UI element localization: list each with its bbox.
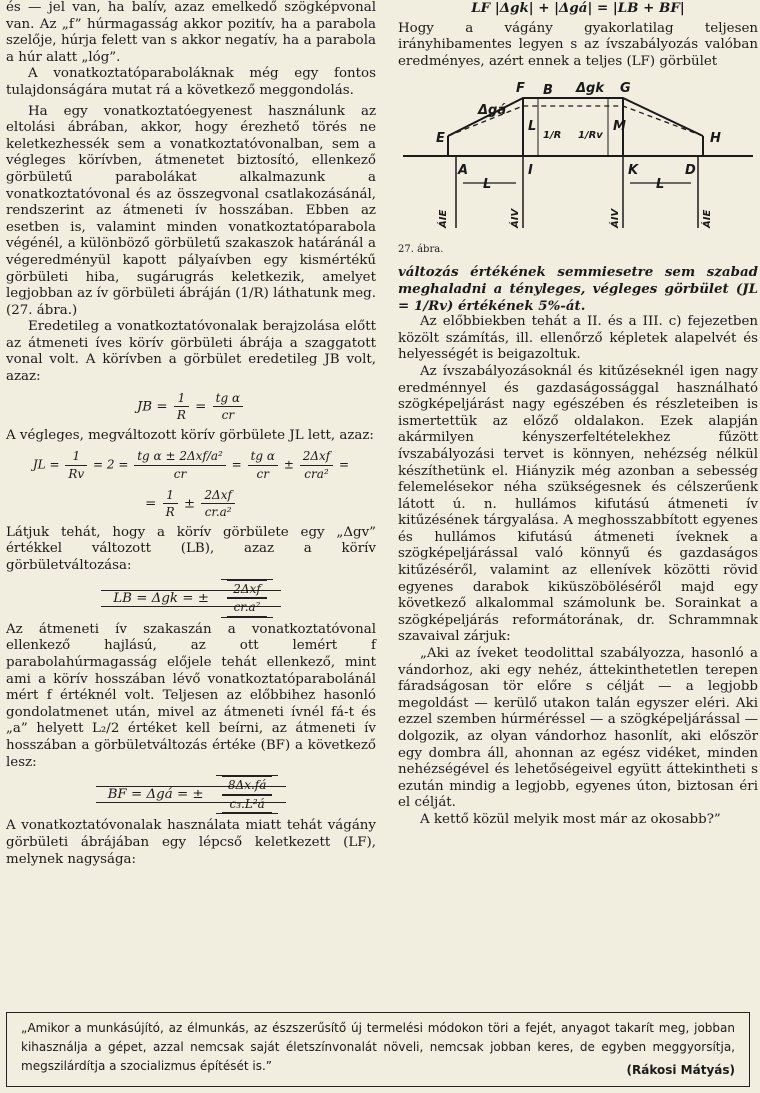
paragraph: és — jel van, ha balív, azaz emelkedő szögképvonal van. Az „f” húrmagasság akkor pozitív, ha a parabola szelője, húrja felett van s akkor negatív, ha a parabola a húr alatt „lóg”.: [6, 0, 376, 65]
paragraph: Az ívszabályozásoknál és kitűzéseknél igen nagy eredménnyel és gazdaságossággal használható szögképeljárást nagy egészében és részleteiben is ismertettük az előző oldalakon. Ezek alapján akármilyen kényszerfeltételekhez fűzött ívszabályozási tervet is könnyen, nehézség nélkül készíthetünk el. Hiányzik még azonban a sebesség felemelésekor néha szükségesnek és célszerűenk látott ú. n. hullámos kifutású átmeneti ív kitűzésének tárgyalása. A meghosszabbított egyenes és hullámos kifutású átmeneti íveknek a szögképeljárással való könnyű és gazdaságos kitűzéséről, valamint az ellenívek közötti rövid egyenes darabok kiküszöböléséről majd egy következő alkalommal számolunk be. Sorainkat a szögképeljárás reformátorának, dr. Schrammnak szavaival zárjuk:: [398, 363, 758, 645]
label-aiv-left: ÁIV: [510, 209, 521, 229]
label-k: K: [628, 163, 639, 179]
curvature-diagram: [398, 78, 758, 258]
figure-27: [398, 78, 758, 258]
label-a: A: [458, 163, 469, 179]
label-f: F: [516, 81, 525, 97]
label-aiv-right: ÁIV: [610, 209, 621, 229]
label-l: L: [528, 119, 537, 135]
label-m: M: [613, 119, 626, 135]
label-i: I: [528, 163, 533, 179]
figure-caption: 27. ábra.: [398, 243, 444, 255]
formula-bf: BF = Δgá = ± $\frac{8\Delta x.fá}{\text{c₃.L²á}}$: [6, 775, 376, 814]
label-dg-a: Δgá: [478, 103, 507, 119]
formula-lf: LF |Δgk| + |Δgá| = |LB + BF|: [471, 0, 685, 16]
formula-jb: JB = $\frac{1}{R}$ = $\frac{\text{tg α}}{cr}$: [6, 390, 376, 424]
formula-jl-result: = $\frac{1}{R}$ ± $\frac{\text{2Δxf}}{\text{cr.a²}}$: [6, 487, 376, 521]
paragraph: változás értékének semmiesetre sem szabad meghaladni a tényleges, végleges görbület (JL = 1/Rv) értékének 5%-át.: [398, 264, 758, 314]
paragraph: „Aki az íveket teodolittal szabályozza, hasonló a vándorhoz, aki egy nehéz, áttekinthetetlen terepen fáradságosan tör előre s célját — a legjobb megoldást — kerülő utakon talán egyszer eléri. Aki ezzel szemben húrméréssel — a szögképeljárással — dolgozik, az olyan vándorhoz hasonlít, aki először egy dombra áll, ahonnan az egész vidéket, minden nehézségével és lehetőségeivel együtt áttekintheti s ezután mindig a legjobb, egyenes úton, biztosan éri el célját.: [398, 646, 758, 811]
label-l-right: L: [656, 177, 665, 193]
label-dg-k: Δgk: [576, 81, 605, 97]
paragraph: A végleges, megváltozott körív görbülete JL lett, azaz:: [6, 427, 374, 443]
label-g: G: [620, 81, 631, 97]
quote-text: „Amikor a munkásújító, az élmunkás, az észszerűsítő új termelési módokon töri a fejét, anyagot takarít meg, jobban kihasználja a gépet, azzal nemcsak saját életszínvonalát növeli, nemcsak jobban keres, de egyben meggyorsítja, megszilárdítja a szocializmus építését is.”: [21, 1021, 735, 1073]
paragraph: A kettő közül melyik most már az okosabb?”: [420, 811, 721, 827]
paragraph: Az átmeneti ív szakaszán a vonatkoztatóvonal ellenkező hajlású, az ott lemért f parabolahúrmagasság előjele tehát ellenkező, mint ami a körív hosszában lévő vonatkoztatóparabolánál mért f értéknél volt. Teljesen az előbbihez hasonló gondolatmenet után, mivel az átmeneti ívnél fá-t és „a” helyett L₂/2 értéket kell beírni, az átmeneti ív hosszában a görbületváltozás értéke (BF) a következő lesz:: [6, 621, 376, 770]
label-1-r: 1/R: [543, 130, 562, 142]
label-1-rv: 1/Rv: [578, 130, 603, 142]
formula-jl: JL = $\frac{1}{Rv}$ = 2 = $\frac{\text{tg α ± 2Δxf/a²}}{cr}$ = $\frac{\text{tg α}}{cr}$ ± $\frac{\text{2Δxf}}{\text{cra²}}$ =: [32, 449, 350, 482]
formula-lb: LB = Δgk = ± $\frac{\text{2Δxf}}{\text{cr.a²}}$: [6, 579, 376, 618]
label-h: H: [710, 131, 721, 147]
right-column: [398, 0, 758, 829]
label-b: B: [543, 83, 553, 99]
label-aie-left: ÁIE: [438, 210, 449, 229]
paragraph: Az előbbiekben tehát a II. és a III. c) fejezetben közölt számítás, ill. ellenőrző képletek alapelvét és helyességét is beigazoltuk.: [398, 314, 758, 363]
label-l-left: L: [483, 177, 492, 193]
quote-author: (Rákosi Mátyás): [626, 1063, 735, 1077]
label-d: D: [685, 163, 696, 179]
paragraph: A vonatkoztatóvonalak használata miatt tehát vágány görbületi ábrájában egy lépcső keletkezett (LF), melynek nagysága:: [6, 818, 376, 867]
paragraph: Eredetileg a vonatkoztatóvonalak berajzolása előtt az átmeneti íves körív görbületi ábrája a szaggatott vonal volt. A körívben a görbület eredetileg JB volt, azaz:: [6, 319, 376, 385]
label-aie-right: ÁIE: [702, 210, 713, 229]
paragraph: Ha egy vonatkoztatóegyenest használunk az eltolási ábrában, akkor, hogy érezhető törés ne keletkezhessék sem a vonatkoztatóvonalban, sem a végleges körívben, átmenetet biztosító, ellenkező görbületű parabolákat alkalmazunk a vonatkoztatóvonal és az összegvonal csatlakozásánál, rendszerint az átmeneti ív hosszában. Ebben az esetben is, valamint minden vonatkoztatóparabola végénél, a különböző görbületű szakaszok határánál a végeredményül kapott pályaívben egy kismértékű görbületi hiba, sugárugrás keletkezik, amelyet legjobban az ív görbületi ábráján (1/R) láthatunk meg. (27. ábra.): [6, 103, 376, 318]
paragraph: Látjuk tehát, hogy a körív görbülete egy „Δgv” értékkel változott (LB), azaz a körív görbületváltozása:: [6, 524, 376, 573]
quote-box: [6, 1012, 750, 1087]
paragraph: Hogy a vágány gyakorlatilag teljesen irányhibamentes legyen s az ívszabályozás valóban eredményes, azért ennek a teljes (LF) görbület: [398, 20, 758, 69]
left-column: [6, 0, 376, 868]
label-e: E: [436, 131, 445, 147]
paragraph: A vonatkoztatóparaboláknak még egy fontos tulajdonságára mutat rá a következő meggondolás.: [6, 66, 376, 98]
